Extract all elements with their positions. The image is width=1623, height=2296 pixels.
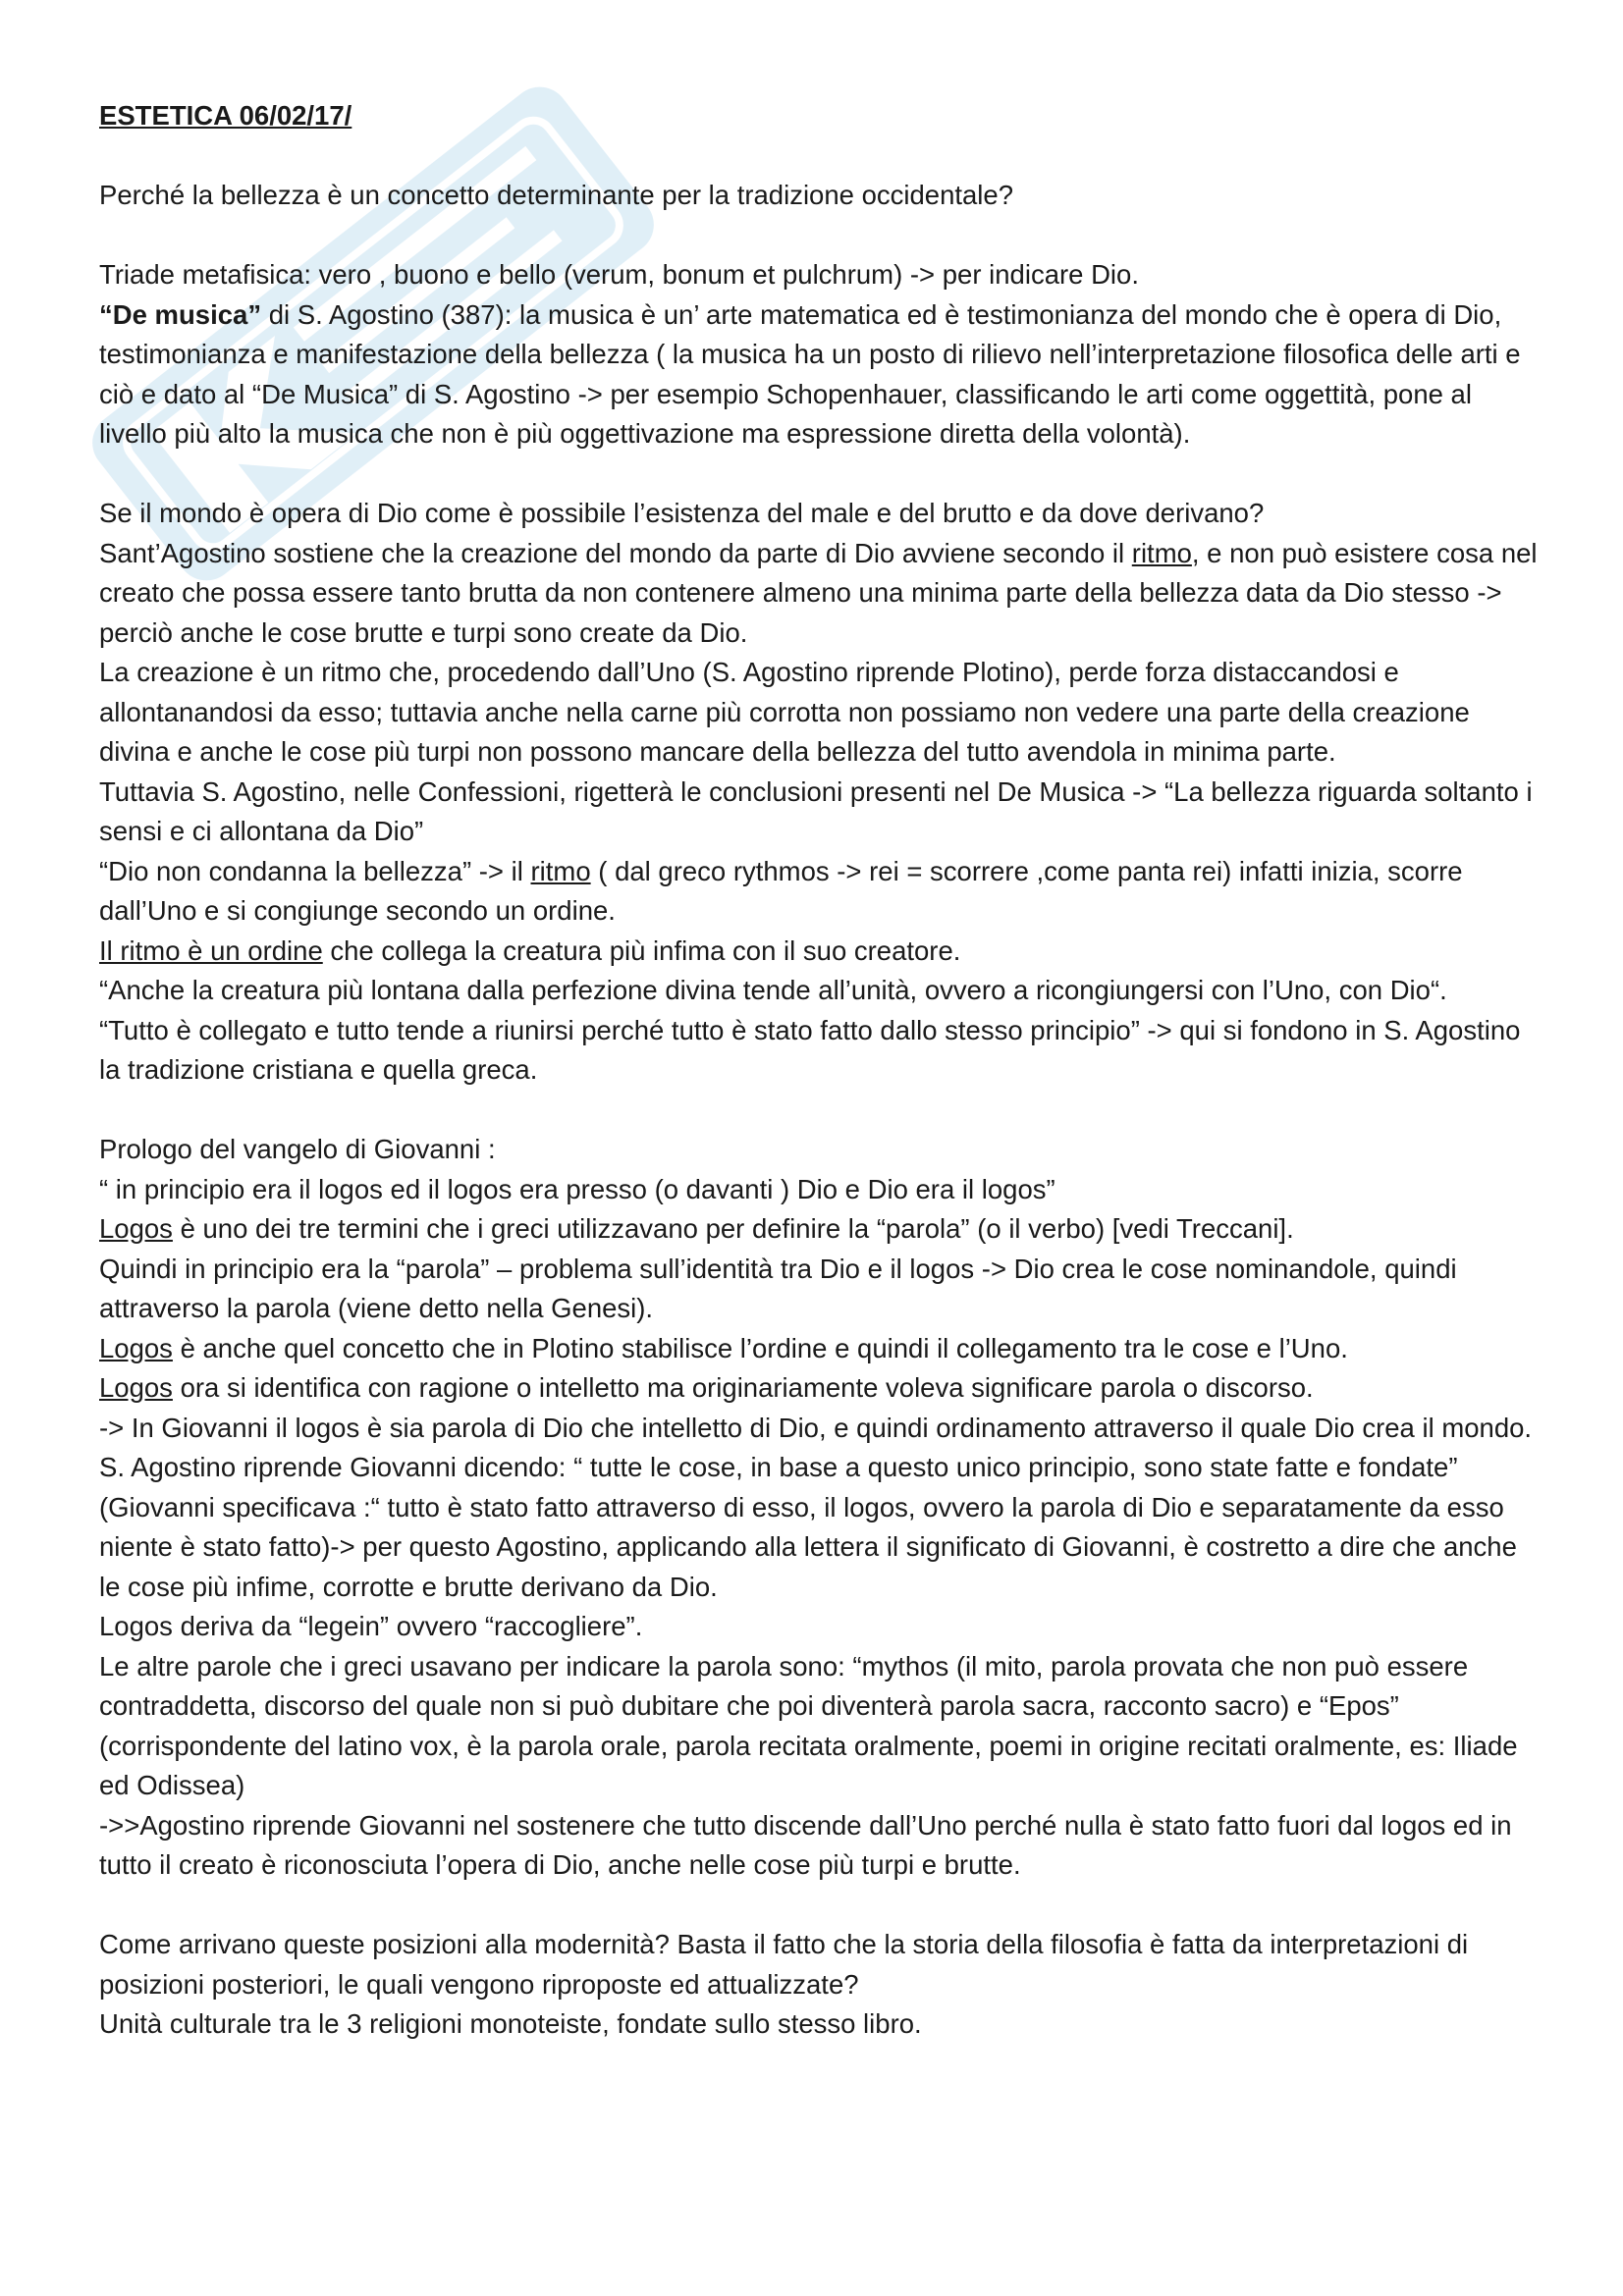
paragraph: Quindi in principio era la “parola” – problema sull’identità tra Dio e il logos -> Dio crea le cose nominandole, quindi attraverso la parola (viene detto nella Genesi). (99, 1253, 1457, 1323)
paragraph: Se il mondo è opera di Dio come è possibile l’esistenza del male e del brutto e da dove derivano? (99, 498, 1265, 528)
document-title: ESTETICA 06/02/17/ (99, 100, 352, 131)
paragraph-text: è anche quel concetto che in Plotino stabilisce l’ordine e quindi il collegamento tra le cose e l’Uno. (172, 1332, 1348, 1363)
paragraph (99, 534, 1542, 654)
paragraph: Tuttavia S. Agostino, nelle Confessioni, rigetterà le conclusioni presenti nel De Musica -> “La bellezza riguarda soltanto i sensi e ci allontana da Dio” (99, 775, 1533, 846)
paragraph-text: , e non può esistere cosa nel creato che possa essere tanto brutta da non contenere almeno una minima parte della bellezza data da Dio stesso -> perciò anche le cose brutte e turpi sono create da Dio. (99, 537, 1538, 648)
underlined-term: Logos (99, 1332, 173, 1363)
paragraph (99, 1368, 1542, 1409)
paragraph: -> In Giovanni il logos è sia parola di Dio che intelletto di Dio, e quindi ordinamento attraverso il quale Dio crea il mondo. (99, 1412, 1533, 1443)
paragraph-text: di S. Agostino (387): la musica è un’ arte matematica ed è testimonianza del mondo che è opera di Dio, testimonianza e manifestazione della bellezza ( la musica ha un posto di rilievo nell’interpretazione filosofica delle arti e ciò e dato al “De Musica” di S. Agostino -> per esempio Schopenhauer, classificando le arti come oggettità, pone al livello più alto la musica che non è più oggettivazione ma espressione diretta della volontà). (99, 298, 1521, 449)
document-body (99, 96, 1542, 2045)
paragraph: La creazione è un ritmo che, procedendo dall’Uno (S. Agostino riprende Plotino), perde forza distaccandosi e allontanandosi da esso; tuttavia anche nella carne più corrotta non possiamo non vedere una parte della creazione divina e anche le cose più turpi non possono mancare della bellezza del tutto avendola in minima parte. (99, 657, 1470, 767)
paragraph: “Tutto è collegato e tutto tende a riunirsi perché tutto è stato fatto dallo stesso principio” -> qui si fondono in S. Agostino la tradizione cristiana e quella greca. (99, 1014, 1521, 1085)
paragraph: Triade metafisica: vero , buono e bello (verum, bonum et pulchrum) -> per indicare Dio. (99, 259, 1139, 290)
paragraph (99, 295, 1542, 454)
paragraph-text: è uno dei tre termini che i greci utilizzavano per definire la “parola” (o il verbo) [vedi Treccani]. (172, 1213, 1294, 1244)
paragraph (99, 1209, 1542, 1250)
paragraph: Unità culturale tra le 3 religioni monoteiste, fondate sullo stesso libro. (99, 2008, 922, 2039)
paragraph-text: ora si identifica con ragione o intelletto ma originariamente voleva significare parola o discorso. (172, 1372, 1314, 1403)
paragraph (99, 932, 1542, 972)
bold-term: “De musica” (99, 298, 262, 330)
paragraph: Perché la bellezza è un concetto determinante per la tradizione occidentale? (99, 180, 1013, 210)
paragraph: Logos deriva da “legein” ovvero “raccogliere”. (99, 1611, 643, 1641)
underlined-term: Logos (99, 1213, 173, 1244)
paragraph: “ in principio era il logos ed il logos era presso (o davanti ) Dio e Dio era il logos” (99, 1173, 1055, 1204)
paragraph: Come arrivano queste posizioni alla modernità? Basta il fatto che la storia della filosofia è fatta da interpretazioni di posizioni posteriori, le quali vengono riproposte ed attualizzate? (99, 1929, 1469, 2000)
underlined-term: ritmo (1131, 537, 1192, 568)
paragraph-text: ( dal greco rythmos -> rei = scorrere ,come panta rei) infatti inizia, scorre dall’Uno e si congiunge secondo un ordine. (99, 855, 1463, 926)
underlined-term: Il ritmo è un ordine (99, 934, 323, 966)
underlined-term: ritmo (530, 855, 591, 886)
paragraph-text: “Dio non condanna la bellezza” -> il (99, 855, 531, 886)
paragraph (99, 852, 1542, 932)
paragraph: Le altre parole che i greci usavano per indicare la parola sono: “mythos (il mito, parola provata che non può essere contraddetta, discorso del quale non si può dubitare che poi diventerà parola sacra, racconto sacro) e “Epos” (corrispondente del latino vox, è la parola orale, parola recitata oralmente, poemi in origine recitati oralmente, es: Iliade ed Odissea) (99, 1650, 1518, 1800)
paragraph: ->>Agostino riprende Giovanni nel sostenere che tutto discende dall’Uno perché nulla è stato fatto fuori dal logos ed in tutto il creato è riconosciuta l’opera di Dio, anche nelle cose più turpi e brutte. (99, 1809, 1512, 1880)
paragraph: “Anche la creatura più lontana dalla perfezione divina tende all’unità, ovvero a ricongiungersi con l’Uno, con Dio“. (99, 975, 1447, 1005)
paragraph-text: Sant’Agostino sostiene che la creazione del mondo da parte di Dio avviene secondo il (99, 537, 1132, 568)
paragraph (99, 1329, 1542, 1369)
paragraph: Prologo del vangelo di Giovanni : (99, 1134, 496, 1164)
paragraph-text: che collega la creatura più infima con il suo creatore. (322, 934, 961, 966)
underlined-term: Logos (99, 1372, 173, 1403)
paragraph: S. Agostino riprende Giovanni dicendo: “ tutte le cose, in base a questo unico principio, sono state fatte e fondate” (Giovanni specificava :“ tutto è stato fatto attraverso di esso, il logos, ovvero la parola di Dio e separatamente da esso niente è stato fatto)-> per questo Agostino, applicando alla lettera il significato di Giovanni, è costretto a dire che anche le cose più infime, corrotte e brutte derivano da Dio. (99, 1452, 1517, 1602)
